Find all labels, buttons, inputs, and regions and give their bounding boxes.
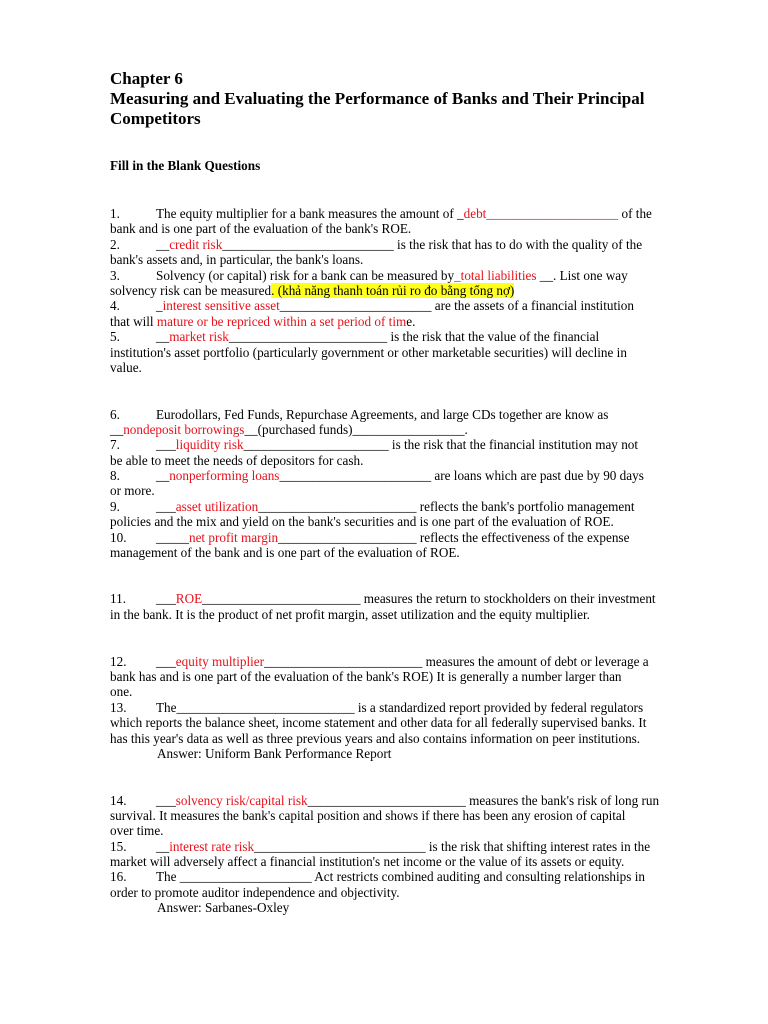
question-5 bbox=[110, 329, 599, 344]
question-number: 5. bbox=[110, 329, 120, 344]
answer-text: asset utilization bbox=[175, 499, 259, 514]
answer-text: mature or be repriced within a set period of tim bbox=[156, 314, 407, 329]
question-text: __. List one way bbox=[536, 268, 628, 283]
question-text: _____________________ reflects the effectiveness of the expense bbox=[278, 530, 630, 545]
question-text: ___ bbox=[156, 499, 176, 514]
question-14-continuation: survival. It measures the bank's capital position and shows if there has been any erosion of capital bbox=[110, 808, 626, 823]
question-text: __________________________ is the risk that has to do with the quality of the bbox=[222, 237, 643, 252]
question-12-continuation: bank has and is one part of the evaluation of the bank's ROE) It is generally a number larger than bbox=[110, 669, 622, 684]
question-text: of the bbox=[618, 206, 652, 221]
question-3-continuation bbox=[110, 283, 514, 298]
question-text: _ bbox=[156, 298, 163, 313]
question-number: 8. bbox=[110, 468, 120, 483]
answer-text: net profit margin bbox=[188, 530, 279, 545]
answer-text: ROE bbox=[175, 591, 203, 606]
question-4-continuation bbox=[110, 314, 415, 329]
question-text: ______________________ is the risk that the financial institution may not bbox=[243, 437, 639, 452]
question-text: _______________________ are loans which are past due by 90 days bbox=[279, 468, 644, 483]
answer-text: interest sensitive asset bbox=[162, 298, 280, 313]
chapter-heading: Chapter 6 bbox=[110, 69, 183, 88]
question-number: 11. bbox=[110, 591, 126, 606]
question-text: solvency risk can be measured bbox=[110, 283, 272, 298]
question-13-continuation: has this year's data as well as three previous years and also contains information on peer institutions. bbox=[110, 731, 641, 746]
answer-text: nondeposit borrowings bbox=[123, 422, 245, 437]
question-text: _____ bbox=[156, 530, 189, 545]
question-1-continuation: bank and is one part of the evaluation of the bank's ROE. bbox=[110, 221, 412, 236]
question-text: ________________________ measures the return to stockholders on their investment bbox=[202, 591, 656, 606]
question-number: 1. bbox=[110, 206, 120, 221]
question-6 bbox=[110, 407, 608, 422]
question-14 bbox=[110, 793, 659, 808]
question-text: Solvency (or capital) risk for a bank can be measured by bbox=[156, 268, 455, 283]
question-8 bbox=[110, 468, 644, 483]
question-number: 14. bbox=[110, 793, 127, 808]
question-text: ___ bbox=[156, 591, 176, 606]
question-number: 13. bbox=[110, 700, 127, 715]
question-text: ___ bbox=[156, 437, 176, 452]
question-number: 15. bbox=[110, 839, 127, 854]
question-8-continuation: or more. bbox=[110, 483, 155, 498]
question-number: 2. bbox=[110, 237, 120, 252]
question-11 bbox=[110, 591, 656, 606]
question-text: ___ bbox=[156, 793, 176, 808]
answer-text: solvency risk/capital risk bbox=[175, 793, 308, 808]
question-13 bbox=[110, 700, 643, 715]
question-15 bbox=[110, 839, 650, 854]
question-text: __________________________ is the risk that shifting interest rates in the bbox=[254, 839, 651, 854]
question-text: __ bbox=[110, 422, 124, 437]
highlighted-note: . (khả năng thanh toán rủi ro đo bằng tổng nợ) bbox=[271, 283, 515, 298]
question-16 bbox=[110, 869, 645, 884]
question-number: 12. bbox=[110, 654, 127, 669]
question-text: ________________________ measures the bank's risk of long run bbox=[307, 793, 660, 808]
question-9-continuation: policies and the mix and yield on the bank's securities and is one part of the evaluation of ROE. bbox=[110, 514, 614, 529]
question-number: 9. bbox=[110, 499, 120, 514]
question-5-continuation: value. bbox=[110, 360, 142, 375]
question-text: ___ bbox=[156, 654, 176, 669]
question-text: __ bbox=[156, 237, 170, 252]
question-number: 3. bbox=[110, 268, 120, 283]
answer-text: market risk bbox=[169, 329, 229, 344]
answer-line: Answer: Uniform Bank Performance Report bbox=[157, 746, 392, 761]
question-13-continuation: which reports the balance sheet, income statement and other data for all federally supervised banks. It bbox=[110, 715, 647, 730]
question-text: __ bbox=[156, 839, 170, 854]
section-heading: Fill in the Blank Questions bbox=[110, 158, 261, 173]
question-text: ________________________ measures the amount of debt or leverage a bbox=[264, 654, 649, 669]
question-text: __ bbox=[156, 329, 170, 344]
question-2 bbox=[110, 237, 642, 252]
question-15-continuation: market will adversely affect a financial institution's net income or the value of its assets or equity. bbox=[110, 854, 625, 869]
question-1 bbox=[110, 206, 652, 221]
question-number: 10. bbox=[110, 530, 127, 545]
question-text: Eurodollars, Fed Funds, Repurchase Agreements, and large CDs together are know as bbox=[156, 407, 609, 422]
question-text: that will bbox=[110, 314, 157, 329]
question-number: 4. bbox=[110, 298, 120, 313]
answer-text: credit risk bbox=[169, 237, 223, 252]
question-text: The___________________________ is a standardized report provided by federal regulators bbox=[156, 700, 644, 715]
question-text: __ bbox=[156, 468, 170, 483]
answer-text: _total liabilities bbox=[454, 268, 537, 283]
question-text: __(purchased funds)_________________. bbox=[244, 422, 468, 437]
question-10-continuation: management of the bank and is one part of the evaluation of ROE. bbox=[110, 545, 460, 560]
answer-text: nonperforming loans bbox=[169, 468, 280, 483]
question-text: ________________________ reflects the bank's portfolio management bbox=[258, 499, 635, 514]
question-9 bbox=[110, 499, 635, 514]
question-text: ________________________ is the risk that the value of the financial bbox=[228, 329, 600, 344]
chapter-title-line2: Competitors bbox=[110, 109, 201, 128]
question-14-continuation: over time. bbox=[110, 823, 164, 838]
question-10 bbox=[110, 530, 629, 545]
chapter-title-line1: Measuring and Evaluating the Performance of Banks and Their Principal bbox=[110, 89, 645, 108]
question-text: The equity multiplier for a bank measures the amount of _ bbox=[156, 206, 464, 221]
question-11-continuation: in the bank. It is the product of net profit margin, asset utilization and the equity multiplier. bbox=[110, 607, 590, 622]
question-text: e. bbox=[406, 314, 416, 329]
question-12 bbox=[110, 654, 649, 669]
question-7-continuation: be able to meet the needs of depositors for cash. bbox=[110, 453, 364, 468]
question-12-continuation: one. bbox=[110, 684, 133, 699]
answer-text: interest rate risk bbox=[169, 839, 255, 854]
question-text: _______________________ are the assets of a financial institution bbox=[279, 298, 634, 313]
question-4 bbox=[110, 298, 634, 313]
answer-text: debt____________________ bbox=[463, 206, 619, 221]
answer-text: liquidity risk bbox=[175, 437, 244, 452]
question-number: 7. bbox=[110, 437, 120, 452]
question-7 bbox=[110, 437, 638, 452]
answer-line: Answer: Sarbanes-Oxley bbox=[157, 900, 290, 915]
answer-text: equity multiplier bbox=[175, 654, 265, 669]
question-6-continuation bbox=[110, 422, 468, 437]
question-number: 6. bbox=[110, 407, 120, 422]
question-5-continuation: institution's asset portfolio (particularly government or other marketable securities) will decline in bbox=[110, 345, 627, 360]
question-number: 16. bbox=[110, 869, 127, 884]
question-2-continuation: bank's assets and, in particular, the bank's loans. bbox=[110, 252, 364, 267]
question-3 bbox=[110, 268, 628, 283]
question-16-continuation: order to promote auditor independence and objectivity. bbox=[110, 885, 400, 900]
question-text: The ____________________ Act restricts combined auditing and consulting relationships in bbox=[156, 869, 645, 884]
